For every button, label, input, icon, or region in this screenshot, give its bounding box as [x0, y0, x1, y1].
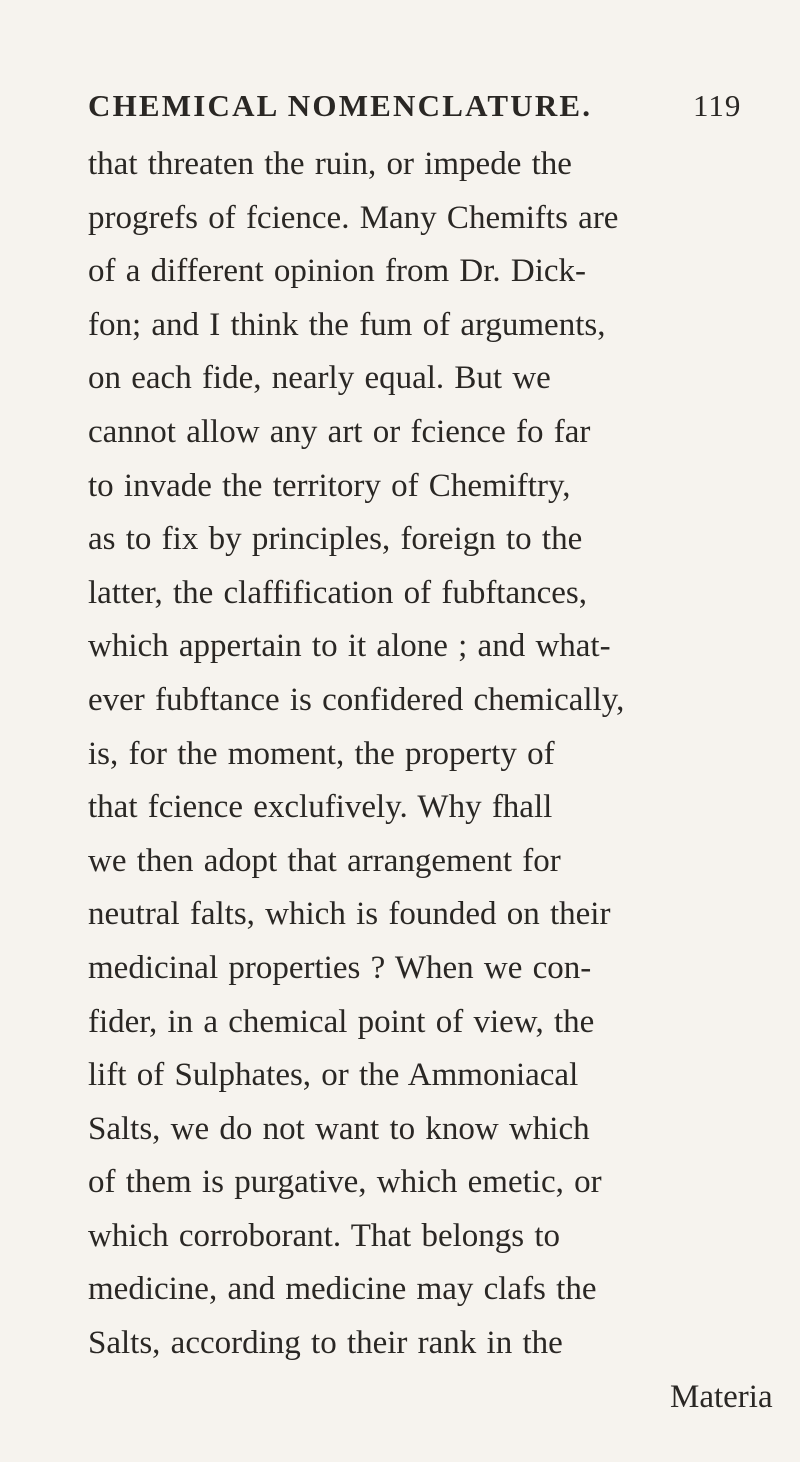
text-line: which corroborant. That belongs to	[88, 1217, 561, 1254]
text-line: that threaten the ruin, or impede the	[88, 146, 572, 182]
text-line: we then adopt that arrangement for	[88, 842, 561, 879]
text-line: lift of Sulphates, or the Ammoniacal	[88, 1057, 579, 1094]
text-line: fider, in a chemical point of view, the	[88, 1003, 595, 1040]
text-line: on each fide, nearly equal. But we	[88, 360, 551, 397]
text-line: which appertain to it alone ; and what-	[88, 628, 611, 665]
text-line: that fcience exclufively. Why fhall	[88, 789, 553, 826]
text-line: medicine, and medicine may clafs the	[88, 1271, 597, 1308]
running-head	[88, 86, 778, 126]
text-line: fon; and I think the fum of arguments,	[88, 306, 606, 343]
text-line: Salts, according to their rank in the	[88, 1325, 563, 1362]
text-line: to invade the territory of Chemiftry,	[88, 467, 571, 504]
page-number: 119	[693, 88, 742, 123]
text-line: neutral falts, which is founded on their	[88, 896, 611, 933]
catchword: Materia	[670, 1378, 773, 1415]
text-line: ever fubftance is confidered chemically,	[88, 681, 625, 718]
body-text	[88, 138, 788, 1424]
text-line: Salts, we do not want to know which	[88, 1110, 590, 1147]
text-line: as to fix by principles, foreign to the	[88, 521, 583, 558]
text-line: medicinal properties ? When we con-	[88, 949, 592, 986]
text-line: progrefs of fcience. Many Chemifts are	[88, 199, 619, 236]
running-head-title: CHEMICAL NOMENCLATURE.	[88, 88, 593, 123]
text-line: latter, the claffification of fubftances,	[88, 574, 588, 611]
text-line: is, for the moment, the property of	[88, 735, 555, 772]
text-line: cannot allow any art or fcience fo far	[88, 413, 591, 450]
text-line: of a different opinion from Dr. Dick-	[88, 253, 587, 290]
text-line: of them is purgative, which emetic, or	[88, 1164, 602, 1201]
